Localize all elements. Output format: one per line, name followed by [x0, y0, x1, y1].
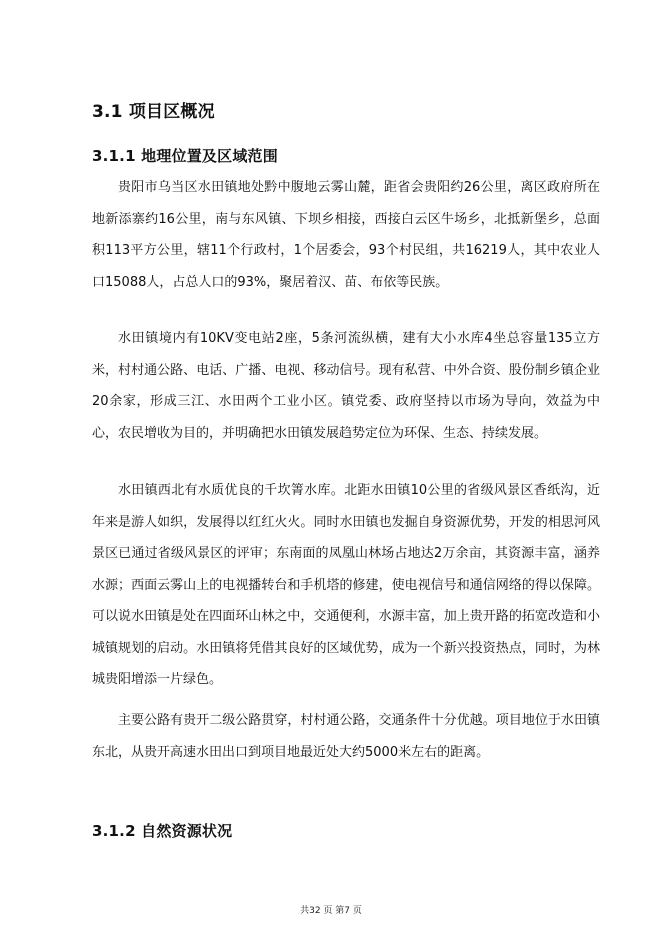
paragraph-infrastructure: 水田镇境内有10KV变电站2座，5条河流纵横，建有大小水库4坐总容量135立方米，村村通公路、电话、广播、电视、移动信号。现有私营、中外合资、股份制乡镇企业20余家，形成三江、水田两个工业小区。镇党委、政府坚持以市场为导向，效益为中心，农民增收为目的，并明确把水田镇发展趋势定位为环保、生态、持续发展。 [92, 331, 600, 441]
subsection-title-natural-resources: 3.1.2 自然资源状况 [92, 822, 233, 840]
paragraph-scenery-resources: 水田镇西北有水质优良的千坎箐水库。北距水田镇10公里的省级风景区香纸沟，近年来是游人如织，发展得以红红火火。同时水田镇也发掘自身资源优势，开发的相思河风景区已通过省级风景区的评审；东南面的凤凰山林场占地达2万余亩，其资源丰富，涵养水源；西面云雾山上的电视播转台和手机塔的修建，使电视信号和通信网络的得以保障。可以说水田镇是处在四面环山林之中，交通便利，水源丰富，加上贵开路的拓宽改造和小城镇规划的启动。水田镇将凭借其良好的区域优势，成为一个新兴投资热点，同时，为林城贵阳增添一片绿色。 [92, 483, 600, 687]
paragraph-location: 贵阳市乌当区水田镇地处黔中腹地云雾山麓，距省会贵阳约26公里，离区政府所在地新添寨约16公里，南与东风镇、下坝乡相接，西接白云区牛场乡，北抵新堡乡，总面积113平方公里，辖11个行政村，1个居委会，93个村民组，共16219人，其中农业人口15088人，占总人口的93%，聚居着汉、苗、布依等民族。 [92, 180, 600, 290]
paragraph-transportation: 主要公路有贵开二级公路贯穿，村村通公路，交通条件十分优越。项目地位于水田镇东北，从贵开高速水田出口到项目地最近处大约5000米左右的距离。 [92, 713, 600, 760]
section-title: 3.1 项目区概况 [92, 102, 215, 122]
page-footer: 共32 页 第7 页 [300, 906, 362, 916]
subsection-title-geography: 3.1.1 地理位置及区域范围 [92, 147, 278, 165]
